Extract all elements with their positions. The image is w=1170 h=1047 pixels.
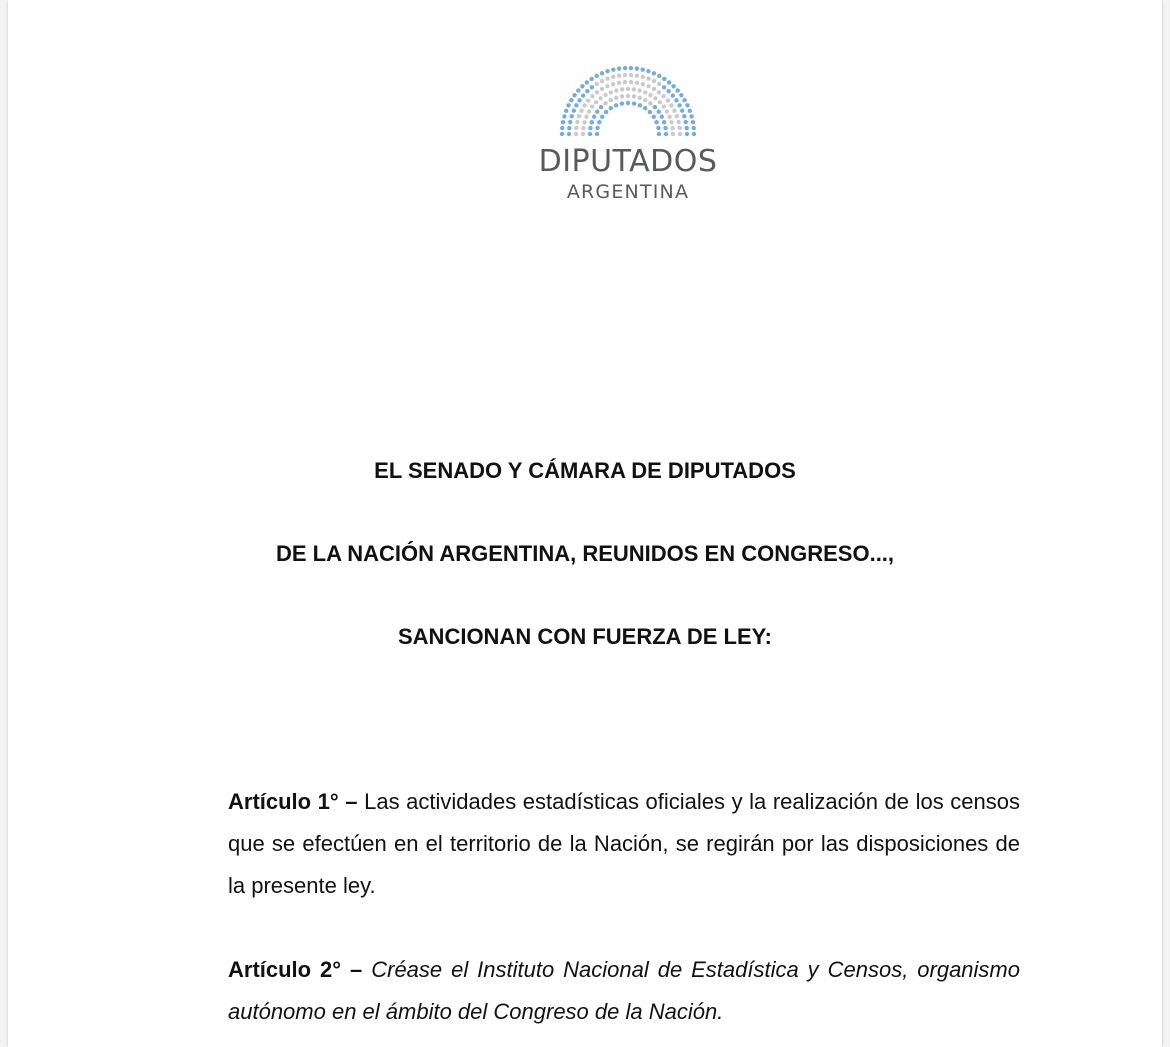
hemicycle-seat-dot bbox=[629, 66, 633, 70]
hemicycle-seat-dot bbox=[614, 103, 618, 107]
hemicycle-seat-dot bbox=[646, 69, 650, 73]
hemicycle-seat-dot bbox=[669, 120, 673, 124]
hemicycle-seat-dot bbox=[653, 105, 657, 109]
hemicycle-seat-dot bbox=[688, 109, 692, 113]
hemicycle-seat-dot bbox=[604, 110, 608, 114]
hemicycle-seat-dot bbox=[609, 106, 613, 110]
hemicycle-seat-dot bbox=[584, 115, 588, 119]
hemicycle-seat-dot bbox=[669, 103, 673, 107]
hemicycle-seat-dot bbox=[587, 109, 591, 113]
hemicycle-seat-dot bbox=[643, 98, 647, 102]
hemicycle-seat-dot bbox=[567, 132, 571, 136]
hemicycle-seat-dot bbox=[623, 80, 627, 84]
hemicycle-seat-dot bbox=[617, 66, 621, 70]
hemicycle-seat-dot bbox=[586, 98, 590, 102]
article-2-text: Créase el Instituto Nacional de Estadística y Censos, organismo autónomo en el ámbito del Congreso de la Nación. bbox=[228, 957, 1020, 1024]
hemicycle-seat-dot bbox=[635, 66, 639, 70]
hemicycle-seat-dot bbox=[685, 103, 689, 107]
hemicycle-seat-dot bbox=[581, 93, 585, 97]
hemicycle-seat-dot bbox=[652, 79, 656, 83]
heading-line-3: SANCIONAN CON FUERZA DE LEY: bbox=[398, 624, 772, 649]
hemicycle-seat-dot bbox=[574, 103, 578, 107]
hemicycle-seat-dot bbox=[635, 81, 639, 85]
article-1-label: Artículo 1° – bbox=[228, 789, 358, 814]
hemicycle-seat-dot bbox=[605, 76, 609, 80]
diputados-logo bbox=[528, 62, 728, 212]
hemicycle-seat-dot bbox=[560, 132, 564, 136]
hemicycle-seat-dot bbox=[590, 85, 594, 89]
hemicycle-seat-dot bbox=[599, 105, 603, 109]
hemicycle-seat-dot bbox=[640, 67, 644, 71]
heading-line-1: EL SENADO Y CÁMARA DE DIPUTADOS bbox=[374, 458, 796, 483]
hemicycle-seat-dot bbox=[626, 101, 630, 105]
hemicycle-seat-dot bbox=[678, 132, 682, 136]
hemicycle-seat-dot bbox=[600, 79, 604, 83]
hemicycle-seat-dot bbox=[609, 90, 613, 94]
hemicycle-seat-dot bbox=[648, 110, 652, 114]
hemicycle-seat-dot bbox=[665, 109, 669, 113]
hemicycle-seat-dot bbox=[603, 101, 607, 105]
hemicycle-seat-dot bbox=[588, 126, 592, 130]
hemicycle-seat-dot bbox=[657, 132, 661, 136]
hemicycle-seat-dot bbox=[657, 90, 661, 94]
hemicycle-seat-dot bbox=[626, 87, 630, 91]
hemicycle-seat-dot bbox=[567, 126, 571, 130]
hemicycle-seat-dot bbox=[671, 84, 675, 88]
hemicycle-seat-dot bbox=[661, 94, 665, 98]
hemicycle-seat-dot bbox=[588, 132, 592, 136]
hemicycle-seat-dot bbox=[589, 77, 593, 81]
hemicycle-seat-dot bbox=[574, 126, 578, 130]
hemicycle-seat-dot bbox=[594, 100, 598, 104]
hemicycle-seat-dot bbox=[581, 132, 585, 136]
hemicycle-seat-dot bbox=[662, 120, 666, 124]
hemicycle-seat-dot bbox=[667, 80, 671, 84]
hemicycle-seat-dot bbox=[580, 84, 584, 88]
hemicycle-seat-dot bbox=[632, 87, 636, 91]
hemicycle-seat-dot bbox=[614, 88, 618, 92]
hemicycle-seat-dot bbox=[581, 126, 585, 130]
hemicycle-seat-dot bbox=[653, 96, 657, 100]
hemicycle-seat-dot bbox=[682, 114, 686, 118]
hemicycle-seat-dot bbox=[611, 67, 615, 71]
hemicycle-seat-dot bbox=[572, 109, 576, 113]
article-2 bbox=[228, 949, 1020, 1033]
hemicycle-seat-dot bbox=[679, 93, 683, 97]
hemicycle-seat-dot bbox=[566, 103, 570, 107]
hemicycle-seat-dot bbox=[582, 120, 586, 124]
hemicycle-seat-dot bbox=[671, 93, 675, 97]
hemicycle-seat-dot bbox=[666, 98, 670, 102]
hemicycle-seat-dot bbox=[600, 71, 604, 75]
hemicycle-seat-dot bbox=[623, 66, 627, 70]
hemicycle-seat-dot bbox=[600, 115, 604, 119]
hemicycle-seat-dot bbox=[656, 126, 660, 130]
hemicycle-seat-dot bbox=[646, 84, 650, 88]
hemicycle-seat-dot bbox=[590, 104, 594, 108]
hemicycle-seat-dot bbox=[595, 132, 599, 136]
hemicycle-seat-dot bbox=[564, 109, 568, 113]
hemicycle-seat-dot bbox=[577, 98, 581, 102]
hemicycle-seat-dot bbox=[568, 120, 572, 124]
hemicycle-seat-dot bbox=[598, 96, 602, 100]
article-1 bbox=[228, 781, 1020, 907]
hemicycle-seat-dot bbox=[685, 126, 689, 130]
hemicycle-seat-dot bbox=[646, 76, 650, 80]
hemicycle-seat-dot bbox=[675, 114, 679, 118]
hemicycle-seat-dot bbox=[641, 82, 645, 86]
hemicycle-seat-dot bbox=[667, 115, 671, 119]
hemicycle-seat-dot bbox=[657, 74, 661, 78]
hemicycle-seat-dot bbox=[658, 100, 662, 104]
hemicycle-seat-dot bbox=[570, 114, 574, 118]
logo-title: DIPUTADOS bbox=[538, 144, 718, 179]
hemicycle-seat-dot bbox=[611, 75, 615, 79]
hemicycle-seat-dot bbox=[652, 87, 656, 91]
hemicycle-seat-dot bbox=[689, 114, 693, 118]
hemicycle-seat-dot bbox=[662, 104, 666, 108]
hemicycle-seat-dot bbox=[595, 90, 599, 94]
hemicycle-seats-icon bbox=[528, 62, 728, 142]
logo-subtitle: ARGENTINA bbox=[566, 181, 690, 203]
hemicycle-seat-dot bbox=[605, 69, 609, 73]
hemicycle-seat-dot bbox=[561, 120, 565, 124]
hemicycle-seat-dot bbox=[652, 115, 656, 119]
hemicycle-seat-dot bbox=[676, 120, 680, 124]
hemicycle-seat-dot bbox=[620, 101, 624, 105]
hemicycle-seat-dot bbox=[648, 93, 652, 97]
hemicycle-seat-dot bbox=[629, 73, 633, 77]
hemicycle-seat-dot bbox=[657, 109, 661, 113]
hemicycle-seat-dot bbox=[654, 120, 658, 124]
article-1-text: Las actividades estadísticas oficiales y la realización de los censos que se efectúen en el territorio de la Nación, se regirán por las disposiciones de la presente ley. bbox=[228, 789, 1020, 898]
hemicycle-seat-dot bbox=[577, 114, 581, 118]
hemicycle-seat-dot bbox=[648, 101, 652, 105]
hemicycle-seat-dot bbox=[680, 109, 684, 113]
hemicycle-seat-dot bbox=[595, 109, 599, 113]
hemicycle-seat-dot bbox=[652, 71, 656, 75]
hemicycle-seat-dot bbox=[635, 73, 639, 77]
hemicycle-seat-dot bbox=[611, 82, 615, 86]
hemicycle-seat-dot bbox=[595, 126, 599, 130]
document-page bbox=[8, 0, 1162, 1047]
hemicycle-seat-dot bbox=[585, 80, 589, 84]
hemicycle-seat-dot bbox=[677, 103, 681, 107]
hemicycle-seat-dot bbox=[569, 98, 573, 102]
hemicycle-seat-dot bbox=[638, 96, 642, 100]
article-2-label: Artículo 2° – bbox=[228, 957, 363, 982]
hemicycle-seat-dot bbox=[595, 74, 599, 78]
hemicycle-seat-dot bbox=[560, 126, 564, 130]
hemicycle-seat-dot bbox=[590, 94, 594, 98]
hemicycle-seat-dot bbox=[579, 108, 583, 112]
hemicycle-seat-dot bbox=[684, 120, 688, 124]
hemicycle-seat-dot bbox=[691, 120, 695, 124]
hemicycle-seat-dot bbox=[617, 81, 621, 85]
hemicycle-seat-dot bbox=[685, 132, 689, 136]
hemicycle-seat-dot bbox=[632, 101, 636, 105]
hemicycle-seat-dot bbox=[637, 88, 641, 92]
hemicycle-seat-dot bbox=[641, 75, 645, 79]
hemicycle-seat-dot bbox=[605, 84, 609, 88]
hemicycle-seat-dot bbox=[592, 115, 596, 119]
hemicycle-seat-dot bbox=[590, 120, 594, 124]
hemicycle-seat-dot bbox=[643, 90, 647, 94]
hemicycle-seat-dot bbox=[582, 103, 586, 107]
hemicycle-seat-dot bbox=[663, 126, 667, 130]
hemicycle-seat-dot bbox=[664, 132, 668, 136]
hemicycle-seat-dot bbox=[662, 77, 666, 81]
hemicycle-seat-dot bbox=[597, 120, 601, 124]
hemicycle-seat-dot bbox=[609, 98, 613, 102]
hemicycle-seat-dot bbox=[677, 126, 681, 130]
hemicycle-seat-dot bbox=[672, 108, 676, 112]
hemicycle-seat-dot bbox=[676, 88, 680, 92]
hemicycle-seat-dot bbox=[620, 94, 624, 98]
hemicycle-seat-dot bbox=[595, 82, 599, 86]
hemicycle-seat-dot bbox=[603, 93, 607, 97]
hemicycle-seat-dot bbox=[600, 87, 604, 91]
hemicycle-seat-dot bbox=[692, 126, 696, 130]
hemicycle-seat-dot bbox=[626, 94, 630, 98]
hemicycle-seat-dot bbox=[620, 87, 624, 91]
hemicycle-seat-dot bbox=[632, 94, 636, 98]
hemicycle-seat-dot bbox=[666, 89, 670, 93]
heading-line-2: DE LA NACIÓN ARGENTINA, REUNIDOS EN CONGRESO..., bbox=[275, 541, 895, 566]
hemicycle-seat-dot bbox=[574, 132, 578, 136]
hemicycle-seat-dot bbox=[682, 98, 686, 102]
hemicycle-seat-dot bbox=[662, 85, 666, 89]
hemicycle-seat-dot bbox=[671, 132, 675, 136]
hemicycle-seat-dot bbox=[575, 120, 579, 124]
hemicycle-seat-dot bbox=[572, 93, 576, 97]
hemicycle-seat-dot bbox=[562, 114, 566, 118]
hemicycle-seat-dot bbox=[617, 73, 621, 77]
hemicycle-seat-dot bbox=[657, 82, 661, 86]
hemicycle-seat-dot bbox=[638, 103, 642, 107]
hemicycle-seat-dot bbox=[692, 132, 696, 136]
hemicycle-seat-dot bbox=[623, 73, 627, 77]
hemicycle-seat-dot bbox=[585, 89, 589, 93]
hemicycle-seat-dot bbox=[670, 126, 674, 130]
hemicycle-seat-dot bbox=[660, 115, 664, 119]
hemicycle-seat-dot bbox=[614, 96, 618, 100]
hemicycle-seat-dot bbox=[674, 98, 678, 102]
hemicycle-seat-dot bbox=[629, 80, 633, 84]
hemicycle-seat-dot bbox=[643, 106, 647, 110]
hemicycle-seat-dot bbox=[576, 88, 580, 92]
